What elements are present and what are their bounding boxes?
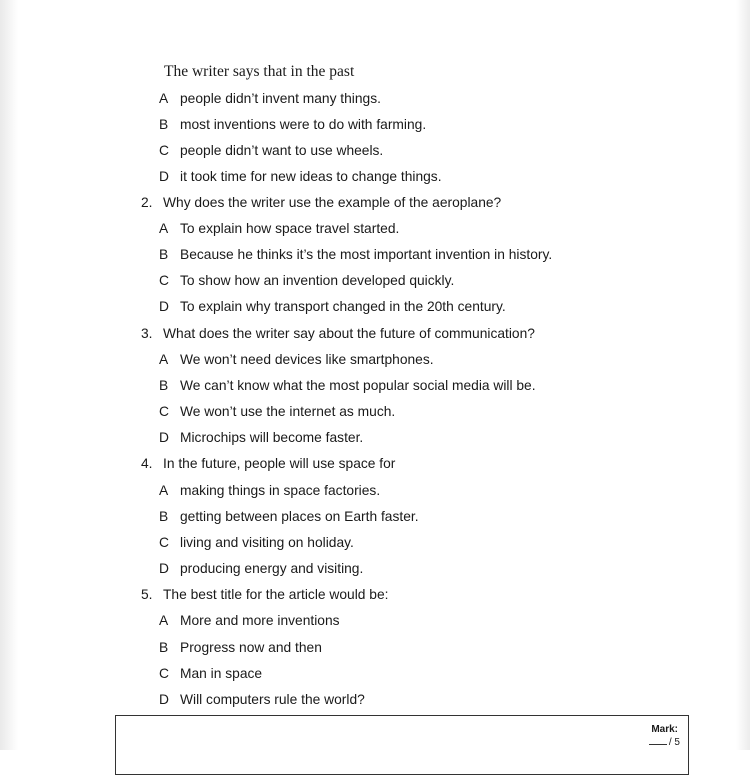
option-letter: B [159,640,169,655]
option-letter: B [159,378,169,393]
option-text: To show how an invention developed quickly. [180,273,455,288]
option-text: people didn’t want to use wheels. [180,143,384,158]
mark-score [649,737,680,748]
mark-total: / 5 [668,737,680,748]
question-number: 2. [141,195,153,210]
mark-label: Mark: [651,724,678,735]
question-1-stem: The writer says that in the past [164,63,355,80]
mark-blank-field[interactable] [649,744,667,745]
option-letter: A [159,91,169,106]
option-letter: D [159,169,169,184]
page-edge-shadow-left [0,0,18,750]
question-text: The best title for the article would be: [163,587,389,602]
option-letter: B [159,509,169,524]
option-letter: C [159,404,169,419]
option-text: More and more inventions [180,613,340,628]
option-text: making things in space factories. [180,483,381,498]
option-text: To explain why transport changed in the 20th century. [180,299,506,314]
option-text: We can’t know what the most popular social media will be. [180,378,536,393]
option-letter: A [159,352,169,367]
question-text: Why does the writer use the example of the aeroplane? [163,195,502,210]
question-number: 3. [141,326,153,341]
option-letter: D [159,692,169,707]
question-number: 4. [141,456,153,471]
option-text: it took time for new ideas to change things. [180,169,442,184]
option-letter: A [159,221,169,236]
mark-box [115,715,689,775]
option-letter: D [159,299,169,314]
option-text: Microchips will become faster. [180,430,364,445]
option-text: most inventions were to do with farming. [180,117,427,132]
option-letter: D [159,561,169,576]
option-text: getting between places on Earth faster. [180,509,419,524]
option-letter: C [159,666,169,681]
option-letter: D [159,430,169,445]
option-text: To explain how space travel started. [180,221,400,236]
option-text: Will computers rule the world? [180,692,365,707]
option-letter: A [159,483,169,498]
question-text: What does the writer say about the future of communication? [163,326,535,341]
option-text: people didn’t invent many things. [180,91,381,106]
question-number: 5. [141,587,153,602]
option-letter: B [159,247,169,262]
option-letter: B [159,117,169,132]
option-text: We won’t use the internet as much. [180,404,396,419]
page-edge-shadow-right [736,0,750,750]
option-text: living and visiting on holiday. [180,535,354,550]
option-letter: C [159,535,169,550]
option-letter: C [159,143,169,158]
option-text: We won’t need devices like smartphones. [180,352,434,367]
option-text: Man in space [180,666,263,681]
question-text: In the future, people will use space for [163,456,396,471]
option-letter: C [159,273,169,288]
option-text: Progress now and then [180,640,322,655]
option-letter: A [159,613,169,628]
option-text: producing energy and visiting. [180,561,364,576]
option-text: Because he thinks it’s the most important invention in history. [180,247,553,262]
